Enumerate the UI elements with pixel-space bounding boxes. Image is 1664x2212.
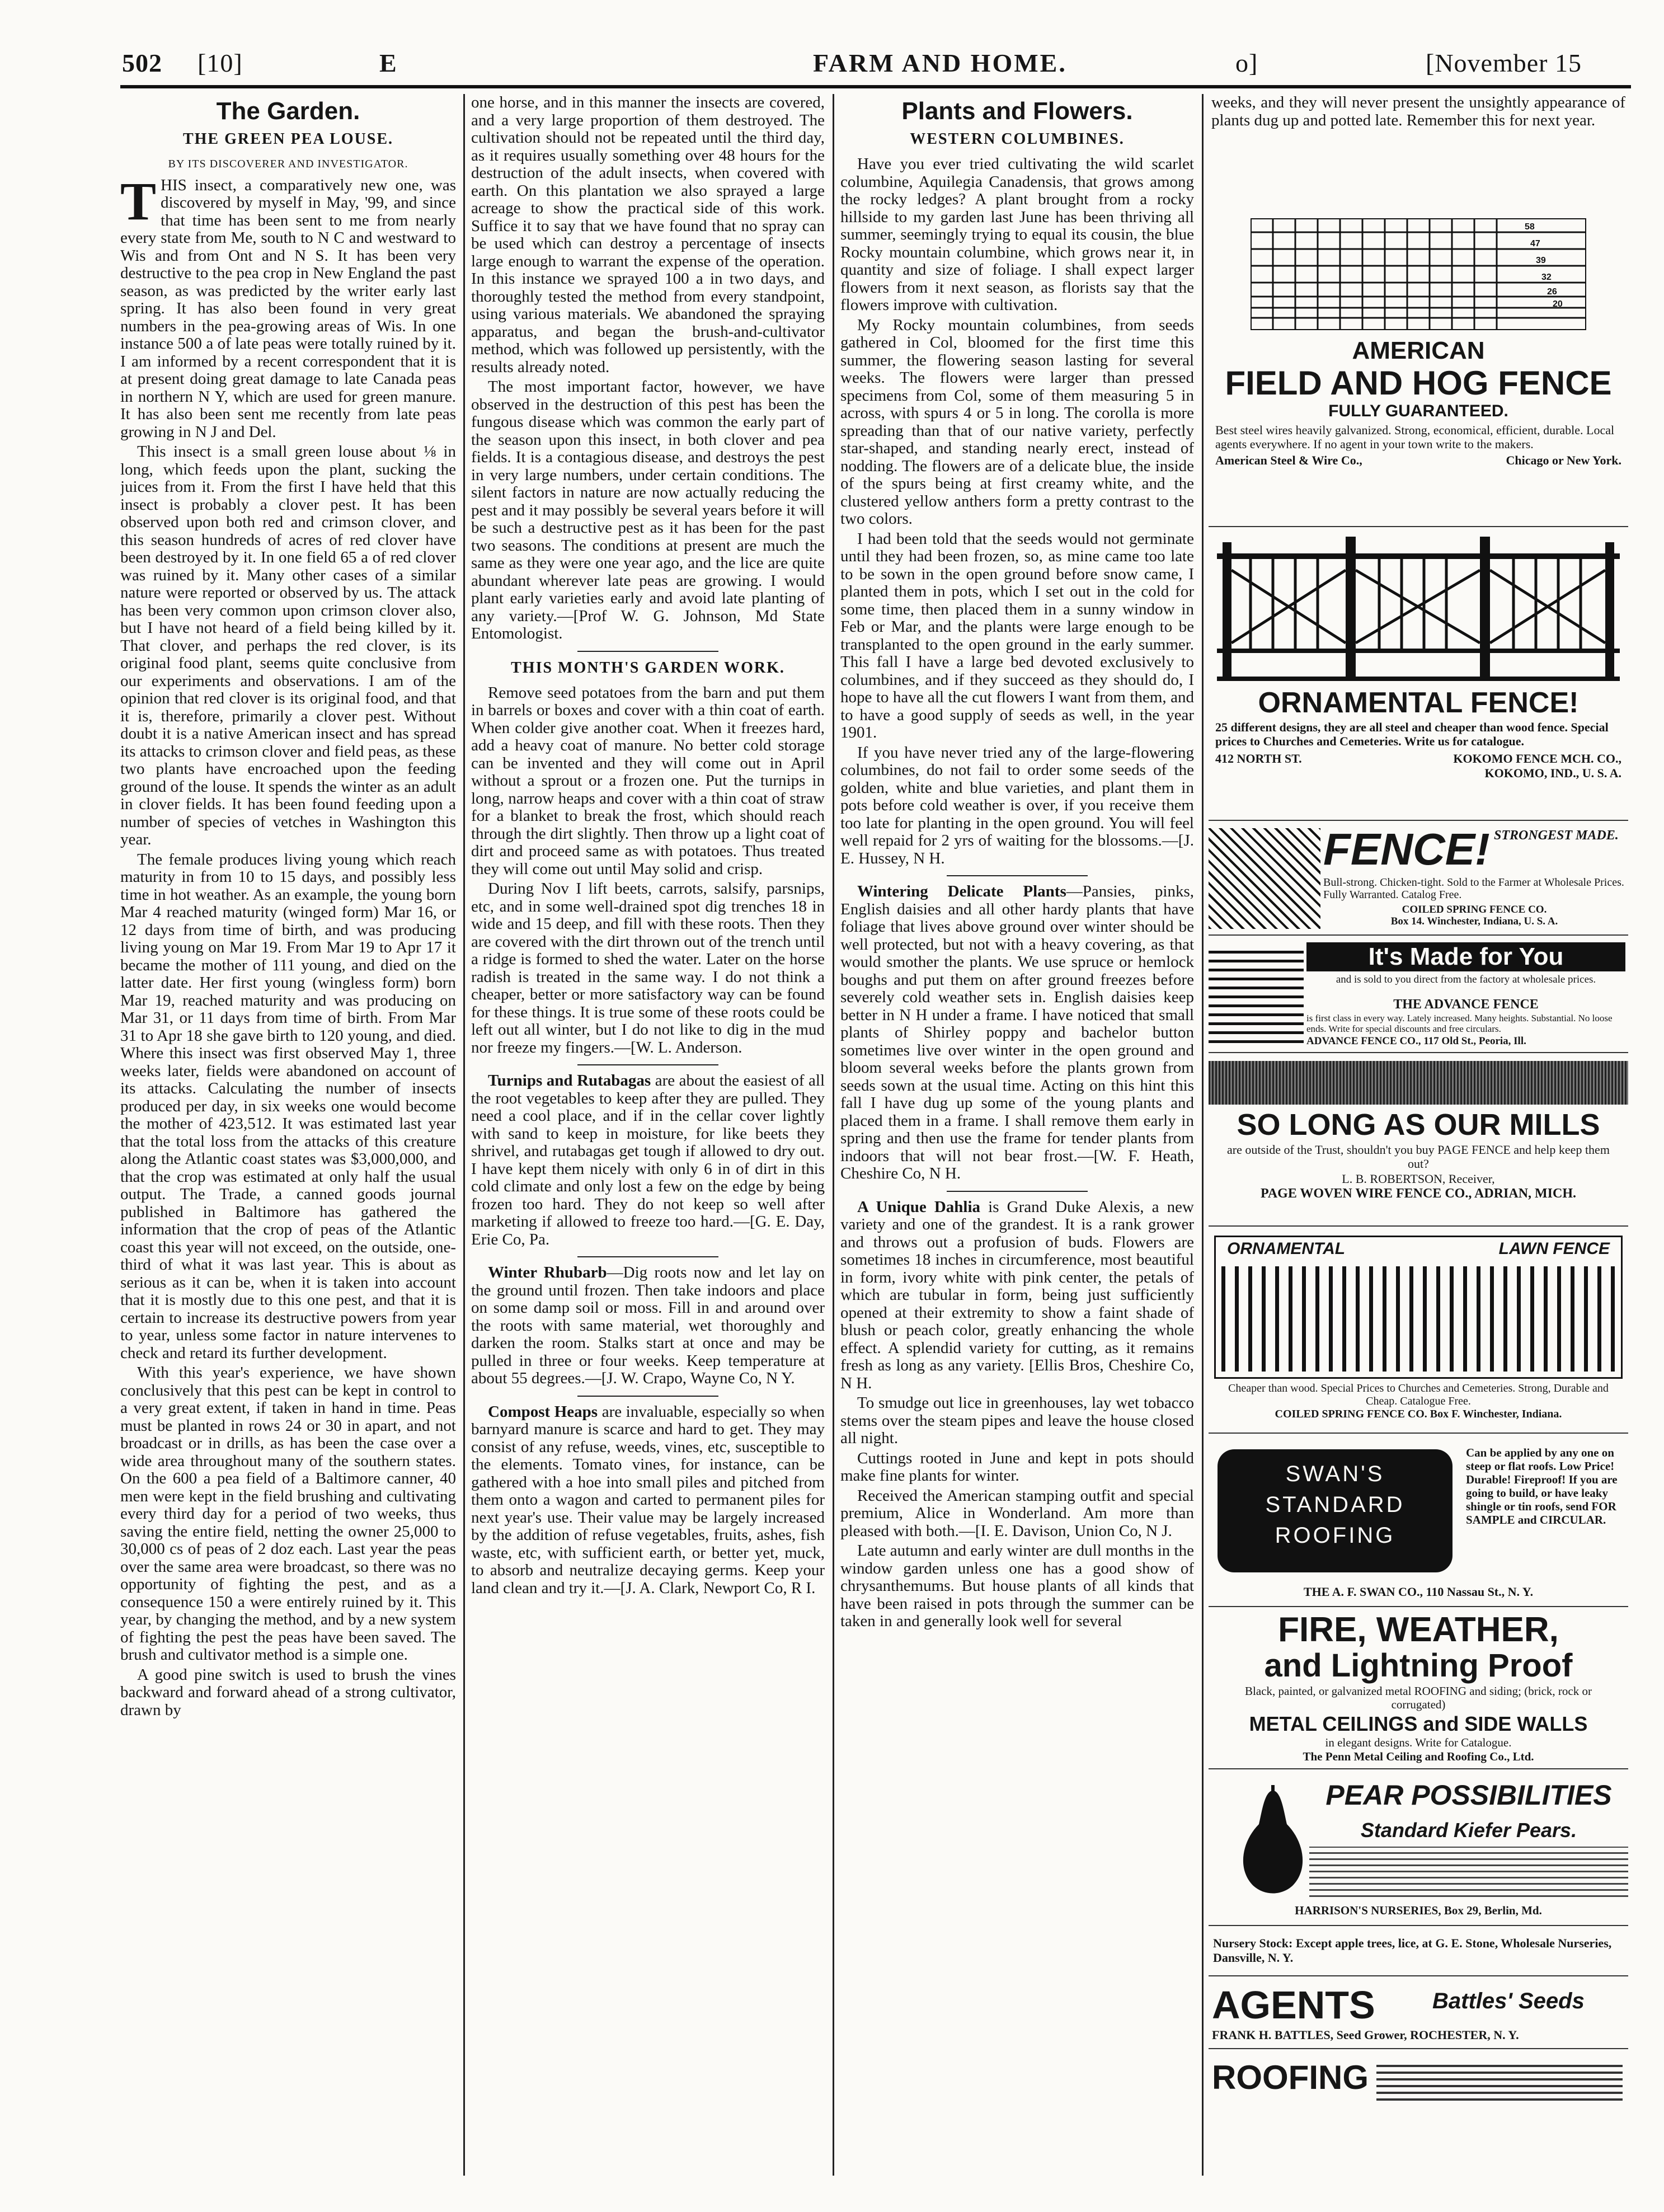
section-letter: E (379, 49, 397, 77)
chart-label: 58 (1525, 222, 1535, 232)
ad-pear (1209, 1774, 1628, 1926)
divider (577, 1396, 719, 1397)
ad-headline: SO LONG AS OUR MILLS (1237, 1108, 1600, 1142)
section-heading: Plants and Flowers. (901, 97, 1133, 125)
ad-advance-fence (1209, 940, 1628, 1053)
section-heading: The Garden. (216, 97, 360, 125)
ad-penn-metal (1209, 1612, 1628, 1769)
ad-battles-seeds (1209, 1981, 1628, 2049)
ad-body: are outside of the Trust, shouldn't you buy PAGE FENCE and help keep them out? (1227, 1143, 1610, 1171)
section-number: [10] (198, 49, 243, 77)
ad-headline: ORNAMENTAL FENCE! (1258, 687, 1579, 719)
ad-roofing (1209, 2054, 1628, 2110)
fence-illustration (1214, 1236, 1623, 1379)
ad-maker: PAGE WOVEN WIRE FENCE CO., ADRIAN, MICH. (1260, 1186, 1577, 1201)
ad-lawn-fence (1209, 1231, 1628, 1434)
ad-maker: HARRISON'S NURSERIES, Box 29, Berlin, Md. (1295, 1904, 1542, 1917)
run-in-heading: Winter Rhubarb (488, 1264, 607, 1281)
ad-headline: It's Made for You (1306, 942, 1625, 971)
roofing-roll-illustration: SWAN'S STANDARD ROOFING (1218, 1449, 1453, 1572)
byline: BY ITS DISCOVERER AND INVESTIGATOR. (168, 158, 408, 170)
chart-label: 39 (1536, 256, 1546, 265)
ad-headline: FENCE! (1323, 824, 1490, 874)
paragraph: Received the American stamping outfit and special premium, Alice in Wonderland. Am more than pleased with both.—[I. E. Davison, Union Co, N J. (840, 1486, 1194, 1540)
ad-maker: American Steel & Wire Co., Chicago or New York. (1215, 453, 1621, 467)
ad-body: Best steel wires heavily galvanized. Strong, economical, efficient, durable. Local agents everywhere. If no agent in your town write to the makers. (1215, 423, 1615, 451)
ad-body: Cheaper than wood. Special Prices to Churches and Cemeteries. Strong, Durable and Cheap. Catalogue Free. (1228, 1382, 1609, 1407)
issue-date: [November 15 (1426, 49, 1582, 77)
column-rule (833, 94, 834, 2176)
column-rule (463, 94, 465, 2176)
ad-subheadline: FULLY GUARANTEED. (1328, 402, 1508, 420)
chart-label: 20 (1553, 299, 1563, 309)
paragraph: With this year's experience, we have shown conclusively that this pest can be kept in control to a very great extent, if taken in hand in time. Peas must be planted in rows 24 or 30 in apart, and not broadcast or in drills, as has been the case over a wide area throughout many of the southern states. On the 600 a pea field of a Baltimore canner, 40 men were kept in the field brushing and cultivating every third day for a period of two weeks, thus saving the entire field, netting the owner 25,000 to 30,000 cs of peas of 2 doz each. Last year the peas over the same area were broadcast, so there was no opportunity of fighting the pest, and as a consequence 150 a were entirely ruined by it. This year, by changing the method, and by a new system of fighting the pest the peas have been saved. The brush and cultivator method is a simple one. (120, 1364, 456, 1664)
run-in-heading: Turnips and Rutabagas (488, 1072, 651, 1089)
ad-body: is first class in every way. Lately increased. Many heights. Substantial. No loose ends. Write for special discounts and free circulars. (1306, 1013, 1613, 1034)
header-rule (120, 85, 1631, 88)
paragraph: A Unique Dahlia is Grand Duke Alexis, a new variety and one of the grandest. It is a rank grower and throws out a profusion of buds. Flowers are sometimes 18 inches in circumference, most beautiful in form, ivory white with pink center, the petals of which are tubular in form, being just sufficiently opened at their extremity to show a faint shade of blush or peach color, greatly enhancing the whole effect. A splendid variety for cutting, as it remains fresh as long as any variety. [Ellis Bros, Cheshire Co, N H. (840, 1197, 1194, 1392)
paragraph: I had been told that the seeds would not germinate until they had been frozen, so, as mine came too late to be sown in the open ground before snow came, I planted them in pots, which I set out in the cold for some time, then placed them in a sunny window in Feb or Mar, and the plants were large enough to be transplanted to the open ground in the early summer. This fall I have a large bed devoted exclusively to columbines, and if they succeed as they should do, I hope to have all the cut flowers I want from them, and to have a good supply of seeds as well, in the year 1901. (840, 529, 1194, 741)
ad-headline: and Lightning Proof (1264, 1647, 1573, 1684)
ad-maker: ADVANCE FENCE CO., 117 Old St., Peoria, Ill. (1306, 1035, 1526, 1047)
article-title: THIS MONTH'S GARDEN WORK. (511, 659, 785, 677)
paragraph: My Rocky mountain columbines, from seeds gathered in Col, bloomed for the first time this summer, the flowering season lasting for several weeks. The flowers were larger than pressed specimens from Col, some of them measuring 5 in across, with spurs 4 or 5 in long. The corolla is more spreading than that of our native variety, perfectly star-shaped, and standing nearly erect, instead of nodding. The flowers are of a delicate blue, the inside of the spurs being at first creamy white, and the clustered yellow anthers form a pretty contrast to the two colors. (840, 316, 1194, 528)
column-ads-intro (1211, 94, 1625, 206)
divider (947, 875, 1088, 876)
paragraph: Cuttings rooted in June and kept in pots should make fine plants for winter. (840, 1449, 1194, 1485)
ad-brand: Battles' Seeds (1432, 1989, 1585, 2013)
drop-cap: T (120, 171, 157, 231)
paragraph: Turnips and Rutabagas are about the easiest of all the root vegetables to keep after they are pulled. They need a cool place, and if in the cellar cover lightly with sand to keep in moisture, for like beets they shrivel, and rutabagas get tough if allowed to dry out. I have kept them nicely with only 6 in of dirt in this cold climate and only lost a few on the edge by being frozen too hard. They do not keep so well after marketing if allowed to freeze too hard.—[G. E. Day, Erie Co, Pa. (471, 1072, 825, 1248)
ad-body: Can be applied by any one on steep or flat roofs. Low Price! Durable! Fireproof! If you are going to build, or have leaky shingle or tin roofs, send FOR SAMPLE and CIRCULAR. (1466, 1446, 1618, 1527)
column-plants-flowers (840, 94, 1194, 2176)
fence-chart-illustration (1251, 218, 1586, 330)
ad-body: 25 different designs, they are all steel and cheaper than wood fence. Special prices to Churches and Cemeteries. Write us for catalogue. (1215, 720, 1609, 748)
ad-headline: ROOFING (1212, 2059, 1369, 2096)
column-garden-continued (471, 94, 825, 2176)
run-in-heading: Wintering Delicate Plants (857, 882, 1066, 900)
fence-illustration (1209, 948, 1304, 1043)
fence-illustration (1209, 828, 1320, 929)
ad-headline: FIRE, WEATHER, (1278, 1612, 1559, 1649)
ad-swan-roofing (1209, 1438, 1628, 1607)
paragraph: Have you ever tried cultivating the wild scarlet columbine, Aquilegia Canadensis, that grows among the rocky ledges? A plant brought from a rocky hillside to my garden last June has been thriving all summer, seemingly trying to equal its cousin, the blue Rocky mountain columbine, which grows near it, in quantity and size of foliage. I shall expect larger flowers from it next season, as florists say that the flowers improve with cultivation. (840, 155, 1194, 314)
ad-kokomo-fence (1209, 529, 1628, 821)
ad-page-fence (1209, 1058, 1628, 1227)
paragraph: Winter Rhubarb—Dig roots now and let lay on the ground until frozen. Then take indoors and place on some damp soil or moss. Fill in and around over the roots with same material, wet thoroughly and darken the room. Stalks start at once and may be pulled in three or four weeks. Keep temperature at about 55 degrees.—[J. W. Crapo, Wayne Co, N Y. (471, 1264, 825, 1387)
paragraph: one horse, and in this manner the insects are covered, and a very large proportion of them destroyed. The cultivation should not be repeated until the third day, as it requires usually something over 48 hours for the destruction of the adult insects, when covered with earth. On this plantation we also sprayed a large acreage to show the practical side of this work. Suffice it to say that we have found that no spray can be used which can destroy a percentage of insects large enough to warrant the expense of the operation. In this instance we sprayed 100 a in two days, and thoroughly tested the method from every standpoint, using various materials. We abandoned the spraying apparatus, and began the brush-and-cultivator method, which was followed up persistently, with the results already noted. (471, 94, 825, 376)
paragraph: Remove seed potatoes from the barn and put them in barrels or boxes and cover with a thin coat of earth. When colder give another coat. When it freezes hard, add a heavy coat of manure. No better cold storage can be invented and they will come out in April without a sprout or a frozen one. Put the turnips in long, narrow heaps and cover with a thin coat of straw for a blanket to break the frost, which should reach through the dirt slightly. Then throw up a light coat of dirt and proceed same as with potatoes. Thus treated they will come out until May solid and crisp. (471, 683, 825, 878)
ad-maker: The Penn Metal Ceiling and Roofing Co., Ltd. (1303, 1750, 1534, 1763)
ad-subheadline: METAL CEILINGS and SIDE WALLS (1249, 1712, 1588, 1735)
column-rule (1202, 94, 1204, 2176)
ad-body: in elegant designs. Write for Catalogue. (1325, 1736, 1512, 1749)
paragraph: During Nov I lift beets, carrots, salsify, parsnips, etc, and in some well-drained spot dig trenches 18 in wide and 15 deep, and fill with these roots. Then they are covered with the dirt thrown out of the trench until a ridge is formed to shed the water. Later on the horse radish is treated in the same way. I do not think a cheaper, better or more satisfactory way can be found for these things. It is true some of these roots could be left out all winter, but I do not like to dig in the mud nor freeze my fingers.—[W. L. Anderson. (471, 880, 825, 1056)
paragraph: If you have never tried any of the large-flowering columbines, do not fail to order some seeds of the golden, white and blue varieties, and plant them in pots before cold weather is over, if you receive them too late for planting in the open ground. You will feel well repaid for 2 yrs of waiting for the blossoms.—[J. E. Hussey, N H. (840, 743, 1194, 867)
chart-label: 32 (1541, 273, 1552, 282)
ad-title-right: LAWN FENCE (1498, 1239, 1610, 1258)
header-corner: o] (1235, 49, 1258, 77)
chart-label: 47 (1530, 239, 1540, 248)
paragraph: THIS insect, a comparatively new one, was discovered by myself in May, '99, and since that time has been sent to me from nearly every state from Me, south to N C and westward to Wis and from Ont and N S. It has been very destructive to the pea crop in New England the past season, as was predicted by the writer early last spring. It has also been found in very great numbers in the pea-growing areas of Wis. In one instance 500 a of late peas were totally ruined by it. I am informed by a recent correspondent that it is at present doing great damage to late Canada peas in northern N Y, which are used for green manure. It has also been sent me recently from late peas growing in N J and Del. (120, 171, 456, 441)
ad-receiver: L. B. ROBERTSON, Receiver, (1342, 1172, 1495, 1186)
divider (577, 651, 719, 652)
ad-subheadline: and is sold to you direct from the factory at wholesale prices. (1336, 974, 1596, 985)
ad-body: Nursery Stock: Except apple trees, lice, at G. E. Stone, Wholesale Nurseries, Dansville, N. Y. (1213, 1936, 1612, 1965)
ad-brand: THE ADVANCE FENCE (1393, 997, 1539, 1012)
ad-maker: 412 NORTH ST. KOKOMO FENCE MCH. CO., KOKOMO, IND., U. S. A. (1215, 752, 1621, 780)
run-in-heading: A Unique Dahlia (857, 1197, 981, 1216)
ad-tag: STRONGEST MADE. (1494, 828, 1619, 843)
divider (577, 1064, 719, 1065)
article-title: THE GREEN PEA LOUSE. (182, 130, 394, 148)
chart-label: 26 (1547, 287, 1557, 297)
paragraph: weeks, and they will never present the unsightly appearance of plants dug up and potted late. Remember this for next year. (1211, 94, 1625, 129)
ad-maker: COILED SPRING FENCE CO. Box 14. Winchester, Indiana, U. S. A. (1390, 904, 1558, 927)
page-number: 502 (122, 49, 162, 77)
divider (947, 1191, 1088, 1192)
pear-icon (1231, 1785, 1315, 1897)
paragraph: This insect is a small green louse about ⅛ in long, which feeds upon the plant, sucking the juices from it. From the first I have held that this insect is probably a clover pest. It has been observed upon both red and crimson clover, and this season hundreds of acres of red clover have been destroyed by it. In one field 65 a of red clover was ruined by it. Many other cases of a similar nature were reported or observed by us. The attack has been very common upon crimson clover also, but I have not heard of a field being killed by it. That clover, and perhaps the red clover, is its original food plant, seems quite conclusive from our experiments and observations. I am of the opinion that red clover is its original food, and that it is, therefore, primarily a clover pest. Without doubt it is a native American insect and has spread its attacks to crimson clover and field peas, as these two plants have encroached upon the feeding ground of the louse. It spends the winter as an adult in clover fields. It has been found feeding upon a number of species of vetches in Washington this year. (120, 443, 456, 848)
ad-subheadline: Standard Kiefer Pears. (1360, 1819, 1577, 1842)
mill-illustration (1209, 1061, 1628, 1105)
masthead-title: FARM AND HOME. (813, 49, 1067, 77)
paragraph: The female produces living young which reach maturity in from 10 to 15 days, and possibly less time in hot weather. As an example, the young born Mar 4 reached maturity (winged form) Mar 16, or 12 days from time of birth, and was producing living young on Mar 19. From Mar 19 to Apr 17 it became the mother of 111 young, and died on the latter date. Her first young (wingless form) born Mar 19, reached maturity and was producing on Mar 31, or 11 days from time of birth. From Mar 31 to Apr 18 she gave birth to 120 young, and died. Where this insect was first observed May 1, three weeks later, fields were abandoned on account of its attacks. Calculating the number of insects produced per day, in six weeks one would become the mother of 423,512. It was estimated last year that the total loss from the attacks of this creature along the Atlantic coast states was $3,000,000, and that the crop was estimated at only half the usual output. The Trade, a canned goods journal published in Baltimore has gathered the information that the crop of peas of the Atlantic coast this year will not exceed, on the outside, one-third of what it was last year. This is about as serious as it can be, when it is taken into account that it is mostly due to this one pest, and that it is certain to increase its destructive powers from year to year, unless some factor in nature intervenes to check and retard its further development. (120, 850, 456, 1362)
paragraph: Wintering Delicate Plants—Pansies, pinks, English daisies and all other hardy plants that have foliage that lives above ground over winter should be well protected, but not with a heavy covering, as that would smother the plants. We use spruce or hemlock boughs and put them on after ground freezes before severely cold weather sets in. English daisies keep better in N H under a frame. I have noticed that small plants of Shirley poppy and bachelor button sometimes live over winter in the open ground and bloom several weeks before the plants grown from seeds sown at the usual time. Acting on this hint this fall I have dug up some of the young plants and placed them in a frame. I shall remove them early in spring and then use the frame for tender plants from indoors that will not bear frost.—[W. F. Heath, Cheshire Co, N H. (840, 882, 1194, 1182)
ad-brand: AMERICAN (1352, 337, 1485, 364)
divider (577, 1256, 719, 1257)
ad-headline: PEAR POSSIBILITIES (1325, 1779, 1612, 1811)
article-title: WESTERN COLUMBINES. (910, 130, 1125, 148)
run-in-heading: Compost Heaps (488, 1402, 598, 1421)
ad-maker: COILED SPRING FENCE CO. Box F. Winchester, Indiana. (1275, 1408, 1562, 1420)
ad-title-left: ORNAMENTAL (1227, 1239, 1346, 1258)
paragraph: The most important factor, however, we have observed in the destruction of this pest has been the fungous disease which was common the early part of the season upon this insect, in both clover and pea fields. It is a contagious disease, and destroys the pest in very large numbers, under certain conditions. The silent factors in nature are now actually reducing the pest and it may possibly be several years before it will be such a destructive pest as it has been for the past two seasons. The conditions at present are much the same as they were one year ago, and the lice are quite abundant wherever late peas are growing. I would plant early varieties early and avoid late planting of any variety.—[Prof W. G. Johnson, Md State Entomologist. (471, 378, 825, 642)
ad-headline: AGENTS (1212, 1983, 1375, 2027)
paragraph: To smudge out lice in greenhouses, lay wet tobacco stems over the steam pipes and leave the house closed all night. (840, 1394, 1194, 1447)
ad-body: Black, painted, or galvanized metal ROOFING and siding; (brick, rock or corrugated) (1245, 1684, 1592, 1711)
page-header (122, 44, 1627, 83)
ad-maker: THE A. F. SWAN CO., 110 Nassau St., N. Y. (1303, 1585, 1534, 1599)
column-garden (120, 94, 456, 2176)
ad-body: Bull-strong. Chicken-tight. Sold to the Farmer at Wholesale Prices. Fully Warranted. Catalog Free. (1323, 876, 1624, 901)
paragraph: A good pine switch is used to brush the vines backward and forward ahead of a strong cultivator, drawn by (120, 1665, 456, 1719)
paragraph: Late autumn and early winter are dull months in the window garden unless one has a good show of chrysanthemums. But house plants of all kinds that have been raised in pots through the summer can be taken in and generally look well for several (840, 1542, 1194, 1630)
paragraph: Compost Heaps are invaluable, especially so when barnyard manure is scarce and hard to get. They may consist of any refuse, weeds, vines, etc, susceptible to the elements. Tomato vines, for instance, can be gathered with a hoe into small piles and pitched from them onto a wagon and carted to permanent piles for next year's use. Their value may be largely increased by the addition of refuse vegetables, fruits, ashes, fish waste, etc, with sufficient earth, or better yet, muck, to absorb and neutralize decaying germs. Keep your land clean and try it.—[J. A. Clark, Newport Co, R I. (471, 1402, 825, 1597)
fence-illustration (1217, 537, 1620, 682)
ad-nursery (1209, 1931, 1628, 1976)
ad-coiled-spring (1209, 823, 1628, 936)
ad-maker: FRANK H. BATTLES, Seed Grower, ROCHESTER, N. Y. (1212, 2028, 1519, 2042)
ad-headline: FIELD AND HOG FENCE (1225, 364, 1612, 402)
ad-american-fence (1209, 213, 1628, 527)
